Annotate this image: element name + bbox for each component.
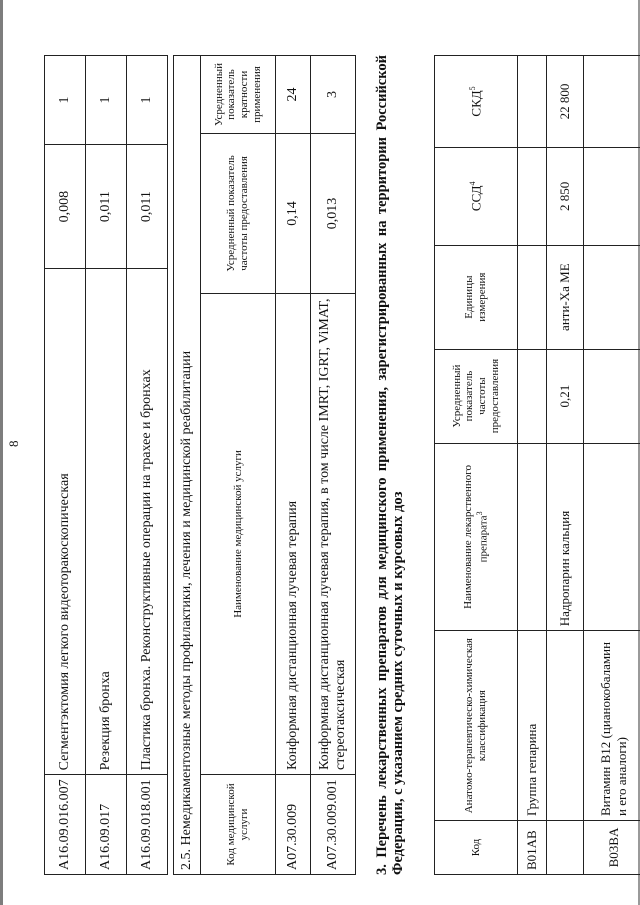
drug-units — [518, 245, 547, 349]
service-multiplicity: 3 — [311, 56, 356, 134]
service-code: A16.09.018.001 — [127, 775, 168, 875]
header-code: Код — [435, 821, 518, 875]
table-row — [86, 56, 127, 875]
service-multiplicity: 1 — [45, 56, 86, 145]
drug-skd: 22 800 — [547, 56, 584, 148]
drug-name — [584, 443, 640, 631]
drug-units — [584, 245, 640, 349]
service-name: Конформная дистанционная лучевая терапия — [276, 293, 311, 774]
drug-skd — [518, 56, 547, 148]
page-edge-left — [0, 0, 3, 905]
service-name: Резекция бронха — [86, 269, 127, 775]
drug-name: Надропарин кальция — [547, 443, 584, 631]
table-row — [276, 56, 311, 875]
table-row — [547, 56, 584, 875]
service-name: Сегментэктомия легкого видеоторакоскопическая — [45, 269, 86, 775]
service-multiplicity: 1 — [127, 56, 168, 145]
service-code: A16.09.017 — [86, 775, 127, 875]
table-row — [584, 56, 640, 875]
drug-frequency — [518, 349, 547, 443]
service-code: A07.30.009 — [276, 775, 311, 875]
header-row — [201, 56, 276, 875]
drugs-table — [434, 55, 640, 875]
service-frequency: 0,011 — [127, 145, 168, 269]
drug-frequency: 0,21 — [547, 349, 584, 443]
drug-name — [518, 443, 547, 631]
header-code: Код медицинской услуги — [201, 775, 276, 875]
drug-atc — [547, 631, 584, 821]
footnote-mark: 3 — [474, 511, 484, 516]
section-3-heading: 3. Перечень лекарственных препаратов для медицинского применения, зарегистрированных на территории Российской Федерации, с указанием средних суточных и курсовых доз — [374, 55, 406, 875]
drug-ssd: 2 850 — [547, 147, 584, 245]
service-name: Пластика бронха. Реконструктивные операции на трахее и бронхах — [127, 269, 168, 775]
section-title: 2.5. Немедикаментозные методы профилактики, лечения и медицинской реабилитации — [174, 56, 201, 875]
drug-ssd — [584, 147, 640, 245]
header-units: Единицы измерения — [435, 245, 518, 349]
table-row — [518, 56, 547, 875]
drug-code: B01AB — [518, 821, 547, 875]
service-multiplicity: 1 — [86, 56, 127, 145]
service-name: Конформная дистанционная лучевая терапия, в том числе IMRT, IGRT, ViMAT, стереотаксическая — [311, 293, 356, 774]
header-atc: Анатомо-терапевтическо-химическая классификация — [435, 631, 518, 821]
header-frequency: Усредненный показатель частоты предоставления — [435, 349, 518, 443]
footnote-mark: 5 — [467, 86, 477, 91]
header-skd: СКД$^5$ — [435, 56, 518, 148]
section-title-row — [174, 56, 201, 875]
header-row — [435, 56, 518, 875]
service-code: A16.09.016.007 — [45, 775, 86, 875]
non-drug-methods-table — [173, 55, 356, 875]
rotated-content — [6, 45, 629, 875]
header-ssd: ССД$^4$ — [435, 147, 518, 245]
drug-frequency — [584, 349, 640, 443]
drug-code: B03BA — [584, 821, 640, 875]
footnote-mark: 4 — [467, 181, 477, 186]
drug-atc: Группа гепарина — [518, 631, 547, 821]
service-frequency: 0,14 — [276, 134, 311, 294]
header-drug: Наименование лекарственного препарата$^3$ — [435, 443, 518, 631]
table-row — [127, 56, 168, 875]
header-name: Наименование медицинской услуги — [201, 293, 276, 774]
header-multiplicity: Усредненный показатель кратности применения — [201, 56, 276, 134]
service-frequency: 0,008 — [45, 145, 86, 269]
service-frequency: 0,013 — [311, 134, 356, 294]
service-code: A07.30.009.001 — [311, 775, 356, 875]
service-multiplicity: 24 — [276, 56, 311, 134]
table-row — [45, 56, 86, 875]
drug-ssd — [518, 147, 547, 245]
drug-skd — [584, 56, 640, 148]
table-row — [311, 56, 356, 875]
header-frequency: Усредненный показатель частоты предоставления — [201, 134, 276, 294]
service-frequency: 0,011 — [86, 145, 127, 269]
surgery-services-table — [44, 55, 168, 875]
drug-units: анти-Ха МЕ — [547, 245, 584, 349]
drug-atc: Витамин В12 (цианокобаламин и его аналоги) — [584, 631, 640, 821]
page-number: 8 — [6, 440, 21, 447]
drug-code — [547, 821, 584, 875]
